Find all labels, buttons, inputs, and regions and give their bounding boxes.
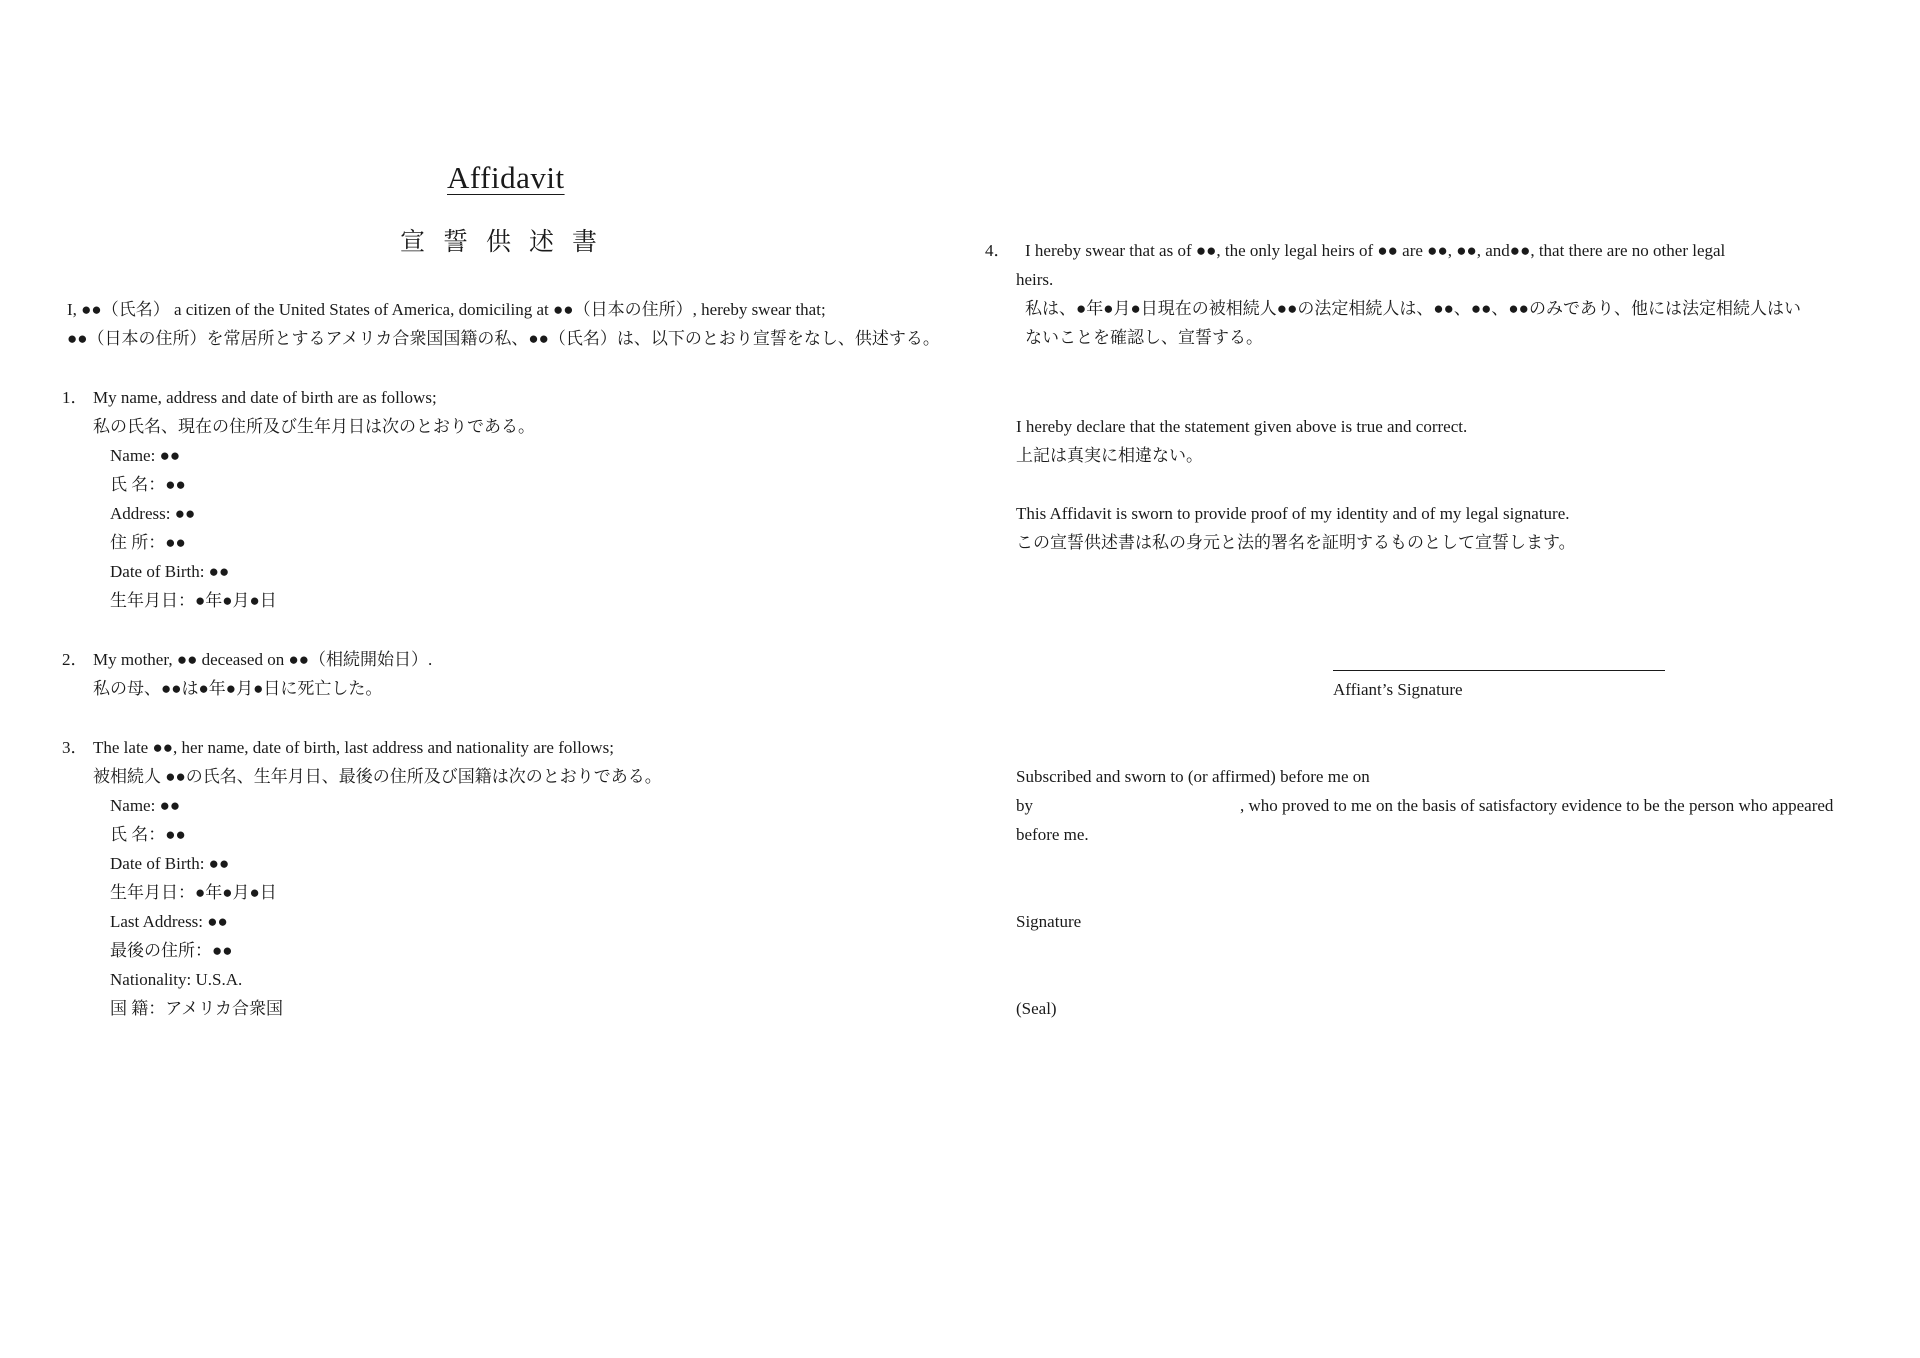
section3-dob: Date of Birth: ●● <box>110 854 230 873</box>
section4-english-line2: heirs. <box>1016 270 1054 289</box>
notary-line2-suffix: , who proved to me on the basis of satisfactory evidence to be the person who appeared <box>1240 796 1834 815</box>
declaration-japanese: 上記は真実に相違ない。 <box>1016 446 1203 465</box>
section4-number: 4． <box>985 241 1011 260</box>
section3-english: The late ●●, her name, date of birth, last address and nationality are follows; <box>93 738 614 757</box>
intro-english: I, ●●（氏名） a citizen of the United States of America, domiciling at ●●（日本の住所）, hereby swear that; <box>67 300 826 319</box>
section4-japanese-line1: 私は、●年●月●日現在の被相続人●●の法定相続人は、●●、●●、●●のみであり、他には法定相続人はい <box>1025 299 1801 318</box>
section3-name-ja: 氏 名：●● <box>110 825 186 844</box>
affiant-signature-label: Affiant’s Signature <box>1333 680 1463 699</box>
section1-name-ja: 氏 名：●● <box>110 475 186 494</box>
notary-signature-label: Signature <box>1016 912 1082 931</box>
section3-number: 3． <box>62 738 88 757</box>
section3-last-address-ja: 最後の住所：●● <box>110 941 233 960</box>
document-subtitle: 宣誓供述書 <box>400 229 616 256</box>
section4-japanese-line2: ないことを確認し、宣誓する。 <box>1025 328 1263 347</box>
section1-name: Name: ●● <box>110 446 181 465</box>
section3-japanese: 被相続人 ●●の氏名、生年月日、最後の住所及び国籍は次のとおりである。 <box>93 767 662 786</box>
section1-dob: Date of Birth: ●● <box>110 562 230 581</box>
section3-nationality-ja: 国 籍：アメリカ合衆国 <box>110 999 284 1018</box>
notary-line1: Subscribed and sworn to (or affirmed) before me on <box>1016 767 1370 786</box>
section1-dob-ja: 生年月日：●年●月●日 <box>110 591 277 610</box>
intro-japanese: ●●（日本の住所）を常居所とするアメリカ合衆国国籍の私、●●（氏名）は、以下のとおり宣誓をなし、供述する。 <box>67 329 940 348</box>
purpose-english: This Affidavit is sworn to provide proof of my identity and of my legal signature. <box>1016 504 1570 523</box>
affiant-signature-line[interactable] <box>1333 670 1665 671</box>
section3-last-address: Last Address: ●● <box>110 912 228 931</box>
section1-address-ja: 住 所：●● <box>110 533 186 552</box>
section1-english: My name, address and date of birth are as follows; <box>93 388 437 407</box>
section2-english: My mother, ●● deceased on ●●（相続開始日）. <box>93 650 433 669</box>
document-title: Affidavit <box>447 160 565 195</box>
section2-number: 2． <box>62 650 88 669</box>
section3-dob-ja: 生年月日：●年●月●日 <box>110 883 277 902</box>
section3-nationality: Nationality: U.S.A. <box>110 970 243 989</box>
section1-number: 1． <box>62 388 88 407</box>
section1-japanese: 私の氏名、現在の住所及び生年月日は次のとおりである。 <box>93 417 535 436</box>
notary-line2-prefix: by <box>1016 796 1033 815</box>
section1-address: Address: ●● <box>110 504 196 523</box>
purpose-japanese: この宣誓供述書は私の身元と法的署名を証明するものとして宣誓します。 <box>1016 533 1576 552</box>
section3-name: Name: ●● <box>110 796 181 815</box>
section4-english-line1: I hereby swear that as of ●●, the only legal heirs of ●● are ●●, ●●, and●●, that there are no other legal <box>1025 241 1726 260</box>
section2-japanese: 私の母、●●は●年●月●日に死亡した。 <box>93 679 383 698</box>
notary-seal-label: (Seal) <box>1016 999 1057 1018</box>
notary-line3: before me. <box>1016 825 1089 844</box>
declaration-english: I hereby declare that the statement given above is true and correct. <box>1016 417 1468 436</box>
